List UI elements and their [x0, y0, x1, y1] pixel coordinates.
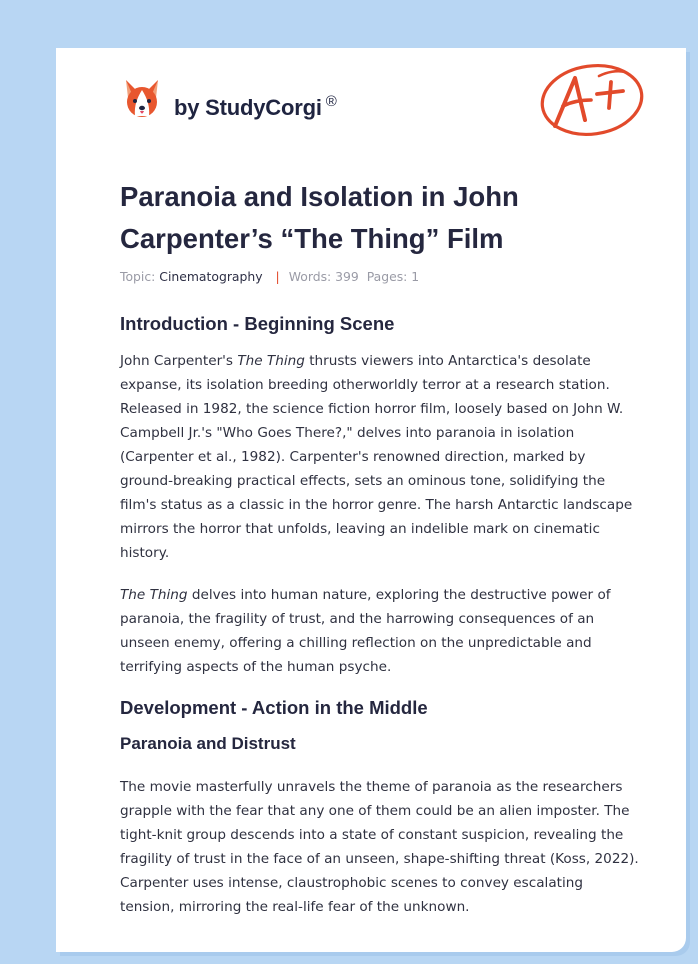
a-plus-grade-icon: [537, 60, 649, 140]
words-count: 399: [335, 269, 359, 284]
document-meta: [120, 269, 419, 284]
paragraph-intro-1: [120, 349, 640, 565]
brand-label: by StudyCorgi: [174, 95, 322, 120]
section-heading-development: Development - Action in the Middle: [120, 697, 428, 718]
pages-label: Pages:: [366, 269, 408, 284]
pages-count: 1: [411, 269, 420, 284]
subsection-heading-paranoia: Paranoia and Distrust: [120, 734, 296, 753]
film-title-italic: The Thing: [237, 353, 305, 369]
document-card: [56, 48, 686, 952]
paragraph-intro-2: [120, 583, 640, 679]
section-heading-introduction: Introduction - Beginning Scene: [120, 313, 395, 334]
page-title: Paranoia and Isolation in John Carpenter’s “The Thing” Film: [120, 181, 519, 254]
paragraph-text: thrusts viewers into Antarctica's desolate expanse, its isolation breeding otherworldly terror at a research station. Released in 1982, the science fiction horror film, loosely based on John W. Campbell Jr.'s "Who Goes There?," delves into paranoia in isolation (Carpenter et al., 1982). Carpenter's renowned direction, marked by ground-breaking practical effects, sets an ominous tone, solidifying the film's status as a classic in the horror genre. The harsh Antarctic landscape mirrors the horror that unfolds, leaving an indelible mark on cinematic history.: [120, 353, 633, 561]
paragraph-development-1: The movie masterfully unravels the theme of paranoia as the researchers grapple with the fear that any one of them could be an alien imposter. The tight-knit group descends into a state of constant suspicion, revealing the fragility of trust in the face of an unseen, shape-shifting threat (Koss, 2022). Carpenter uses intense, claustrophobic scenes to convey escalating tension, mirroring the real-life fear of the unknown.: [120, 779, 639, 915]
corgi-logo-icon: [122, 76, 162, 120]
words-label: Words:: [288, 269, 332, 284]
topic-label: Topic:: [120, 269, 156, 284]
registered-mark: ®: [325, 93, 337, 110]
topic-link[interactable]: Cinematography: [159, 269, 263, 284]
brand-name[interactable]: [174, 93, 337, 121]
film-title-italic: The Thing: [120, 587, 188, 603]
meta-separator: |: [275, 269, 280, 284]
paragraph-text: John Carpenter's: [120, 353, 238, 369]
paragraph-text: delves into human nature, exploring the destructive power of paranoia, the fragility of trust, and the harrowing consequences of an unseen enemy, offering a chilling reflection on the unpredictable and terrifying aspects of the human psyche.: [120, 587, 611, 675]
